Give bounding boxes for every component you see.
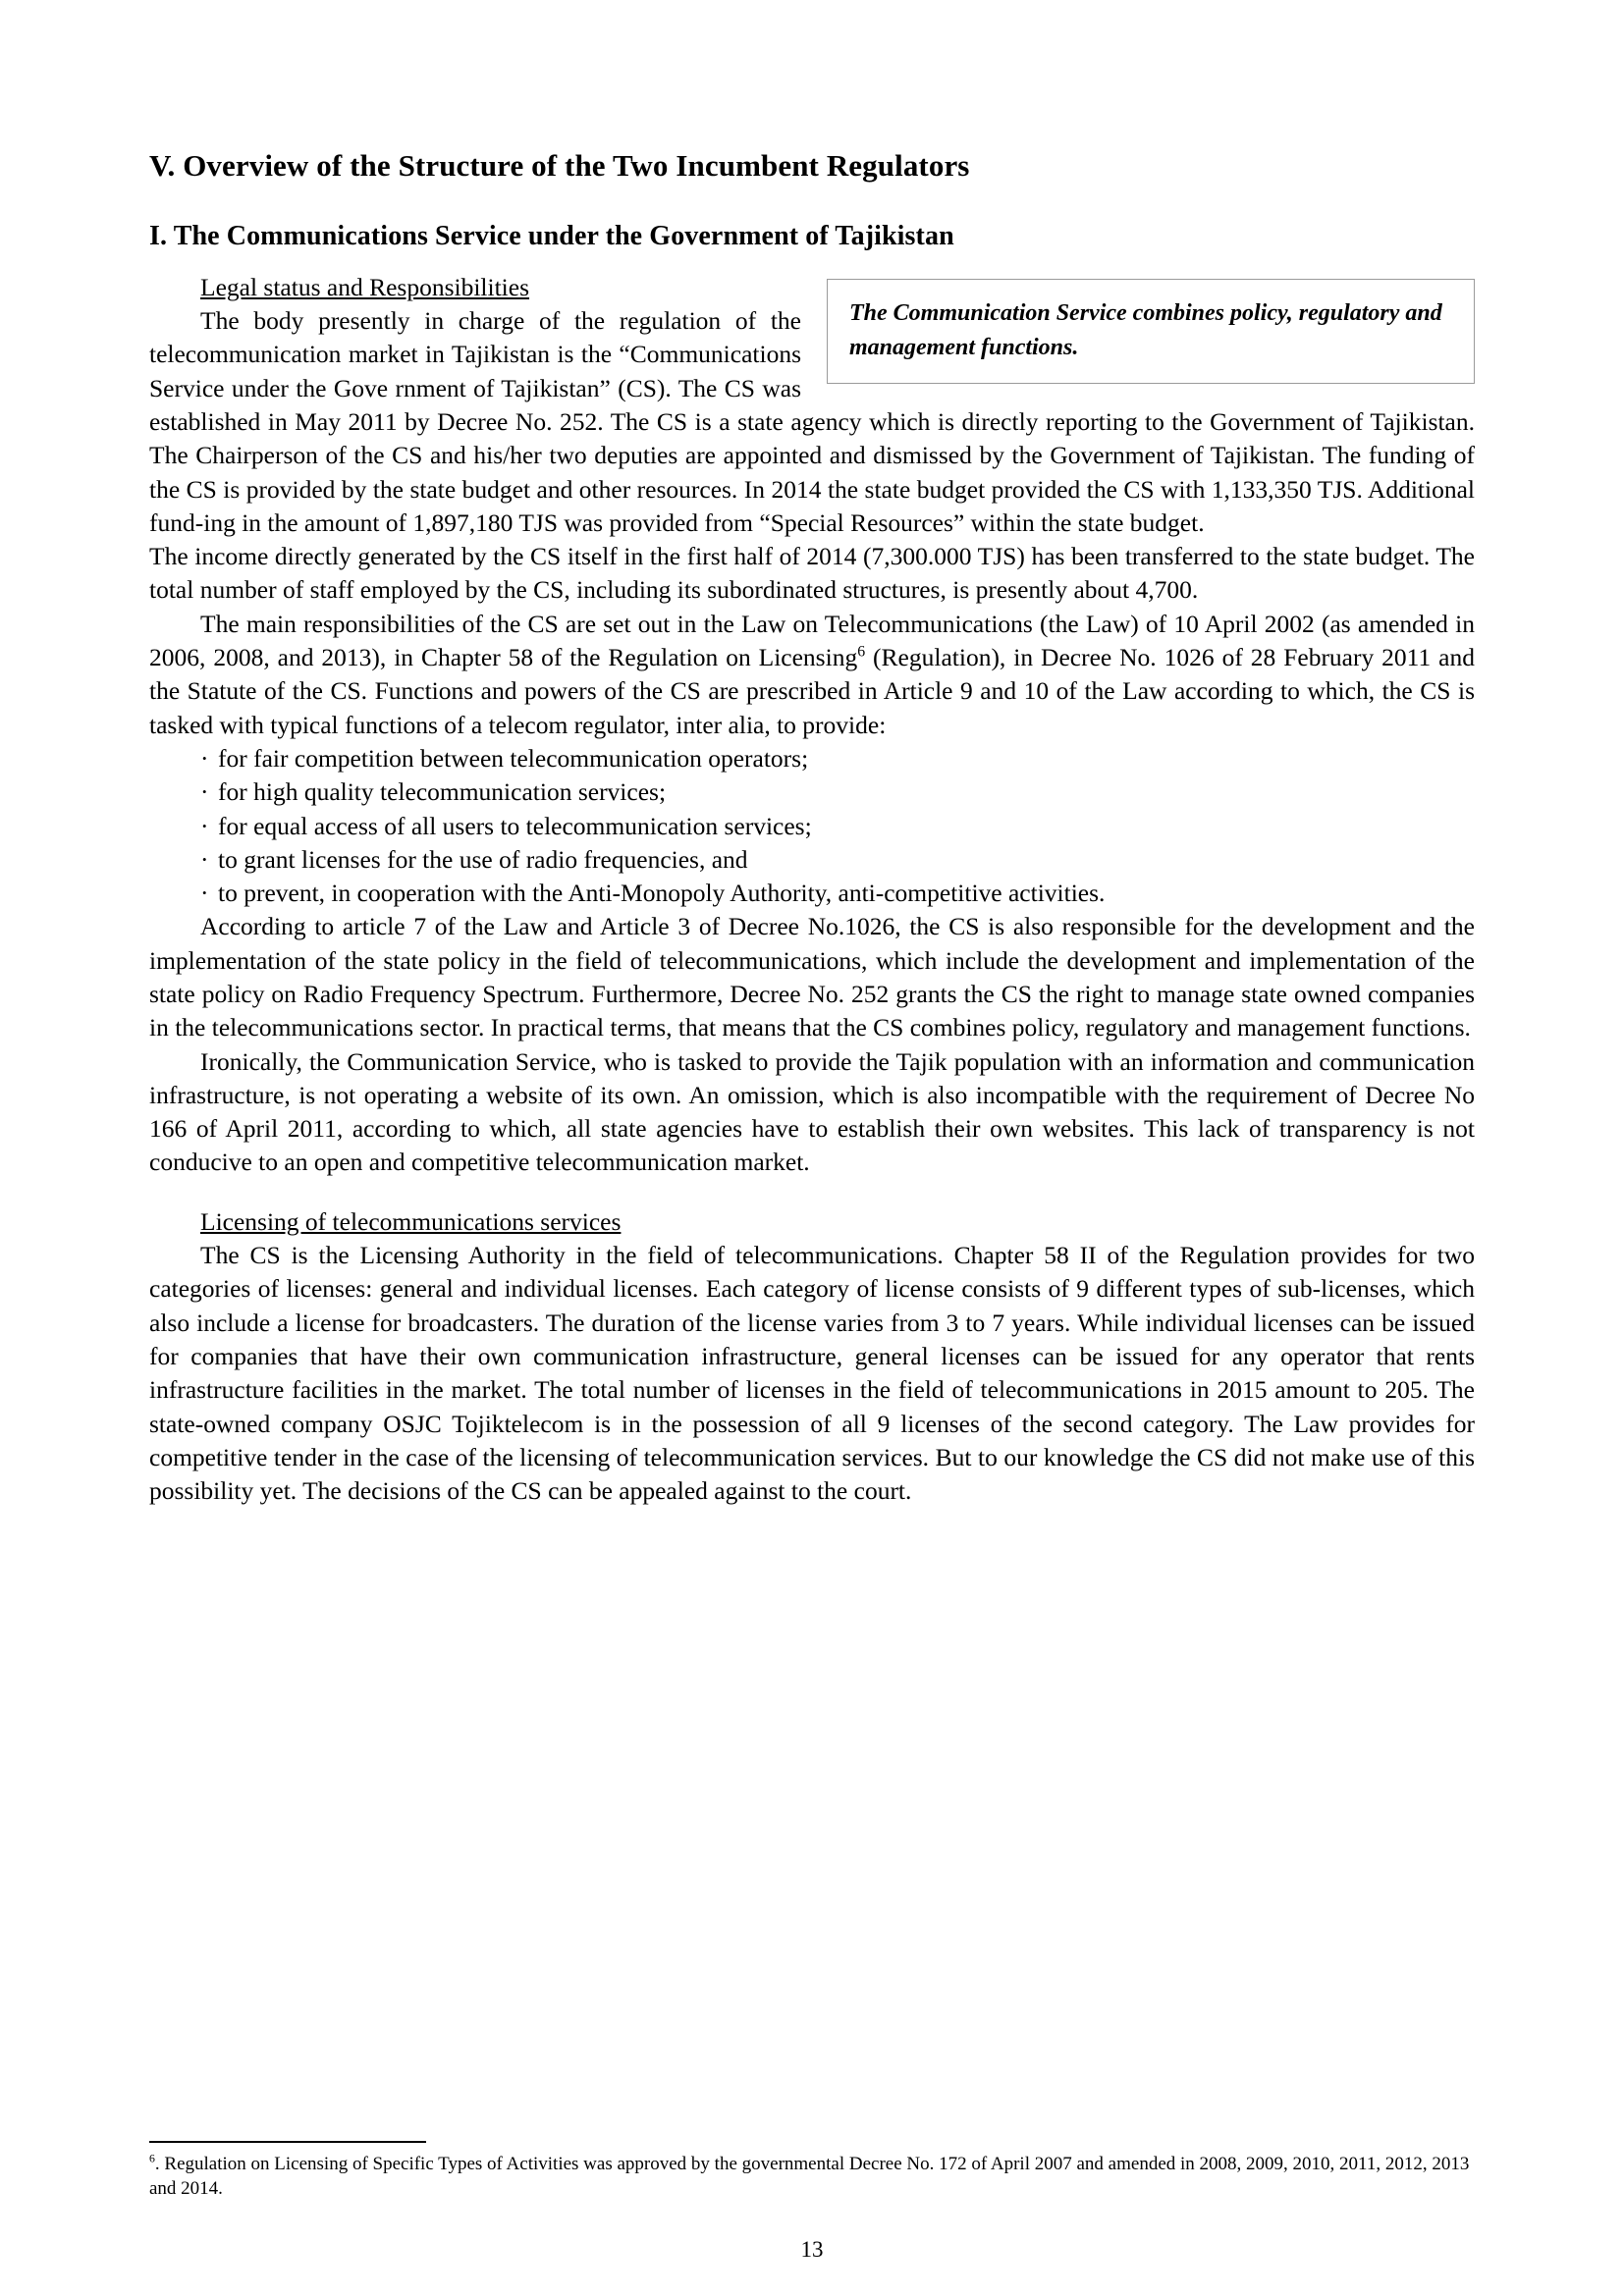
paragraph-income: The income directly generated by the CS itself in the first half of 2014 (7,300.000 TJS) has been transferred to the state budget. The total number of staff employed by the CS, including its subordinated structures, is presently about 4,700. [149, 542, 1475, 605]
main-body [149, 271, 1475, 1509]
section-heading: I. The Communications Service under the Government of Tajikistan [149, 220, 954, 251]
bullet-marker-icon: · [200, 811, 209, 840]
paragraph-legal-status: The body presently in charge of the regulation of the telecommunication market in Tajikistan is the “Communications Service under the Gove rnment of Tajikistan” (CS). The CS was established in May 2011 by Decree No. 252. The CS is a state agency which is directly reporting to the Government of Tajikistan. The Chairperson of the CS and his/her two deputies are appointed and dismissed by the Government of Tajikistan. The funding of the CS is provided by the state budget and other resources. In 2014 the state budget provided the CS with 1,133,350 TJS. Additional fund-ing in the amount of 1,897,180 TJS was provided from “Special Resources” within the state budget. [149, 306, 1475, 537]
paragraph-licensing: The CS is the Licensing Authority in the field of telecommunications. Chapter 58 II of the Regulation provides for two categories of licenses: general and individual licenses. Each category of license consists of 9 different types of sub-licenses, which also include a license for broadcasters. The duration of the license varies from 3 to 7 years. While individual licenses can be issued for companies that have their own communication infrastructure, general licenses can be issued for any operator that rents infrastructure facilities in the market. The total number of licenses in the field of telecommunications in 2015 amount to 205. The state-owned company OSJC Tojiktelecom is in the possession of all 9 licenses of the second category. The Law provides for competitive tender in the case of the licensing of telecommunication services. But to our knowledge the CS did not make use of this possibility yet. The decisions of the CS can be appealed against to the court. [149, 1241, 1475, 1506]
page-number: 13 [800, 2237, 824, 2262]
paragraph-responsibilities [149, 608, 1475, 742]
paragraph-ironically: Ironically, the Communication Service, who is tasked to provide the Tajik population with an information and communication infrastructure, is not operating a website of its own. An omission, which is also incompatible with the requirement of Decree No 166 of April 2011, according to which, all state agencies have to establish their own websites. This lack of transparency is not conducive to an open and competitive telecommunication market. [149, 1046, 1475, 1177]
responsibilities-text-b: (Regulation), in Decree No. 1026 of 28 February 2011 and the Statute of the CS. Functions and powers of the CS are prescribed in Article 9 and 10 of the Law according to which, the CS is tasked with typical functions of a telecom regulator, inter alia, to provide: [149, 643, 1475, 739]
callout-box [827, 279, 1475, 385]
list-item-label: for high quality telecommunication services; [218, 777, 667, 807]
list-item [200, 877, 1475, 910]
list-item-label: for fair competition between telecommunication operators; [218, 743, 809, 773]
footnote-area [149, 2141, 1475, 2202]
footnote-body: . Regulation on Licensing of Specific Types of Activities was approved by the governmental Decree No. 172 of April 2007 and amended in 2008, 2009, 2010, 2011, 2012, 2013 and 2014. [149, 2153, 1470, 2200]
bullet-marker-icon: · [200, 743, 209, 773]
footnote-text [149, 2152, 1475, 2202]
list-item [200, 810, 1475, 843]
footnote-number: 6 [149, 2152, 155, 2165]
bullet-marker-icon: · [200, 777, 209, 807]
list-item [200, 742, 1475, 775]
list-item-label: to grant licenses for the use of radio frequencies, and [218, 844, 748, 874]
footnote-reference: 6 [857, 643, 866, 661]
subheading-legal-status: Legal status and Responsibilities [200, 272, 529, 301]
bullet-marker-icon: · [200, 844, 209, 874]
bullet-marker-icon: · [200, 879, 209, 908]
paragraph-article-seven: According to article 7 of the Law and Article 3 of Decree No.1026, the CS is also responsible for the development and the implementation of the state policy in the field of telecommunications, which include the development and implementation of the state policy on Radio Frequency Spectrum. Furthermore, Decree No. 252 grants the CS the right to manage state owned companies in the telecommunications sector. In practical terms, that means that the CS combines policy, regulatory and management functions. [149, 912, 1475, 1042]
responsibilities-text-a: The main responsibilities of the CS are set out in the Law on Telecommunications (the Law) of 10 April 2002 (as amended in 2006, 2008, and 2013), in Chapter 58 of the Regulation on Licensing [149, 609, 1475, 672]
list-item-label: for equal access of all users to telecommunication services; [218, 811, 812, 840]
list-item-label: to prevent, in cooperation with the Anti-Monopoly Authority, anti-competitive activities. [218, 879, 1106, 908]
list-item [200, 843, 1475, 877]
responsibilities-list [149, 742, 1475, 910]
page-title: V. Overview of the Structure of the Two Incumbent Regulators [149, 148, 970, 183]
list-item [200, 775, 1475, 809]
subheading-licensing: Licensing of telecommunications services [200, 1206, 622, 1236]
callout-text: The Communication Service combines policy, regulatory and management functions. [849, 299, 1442, 360]
footnote-separator-rule [149, 2141, 426, 2143]
